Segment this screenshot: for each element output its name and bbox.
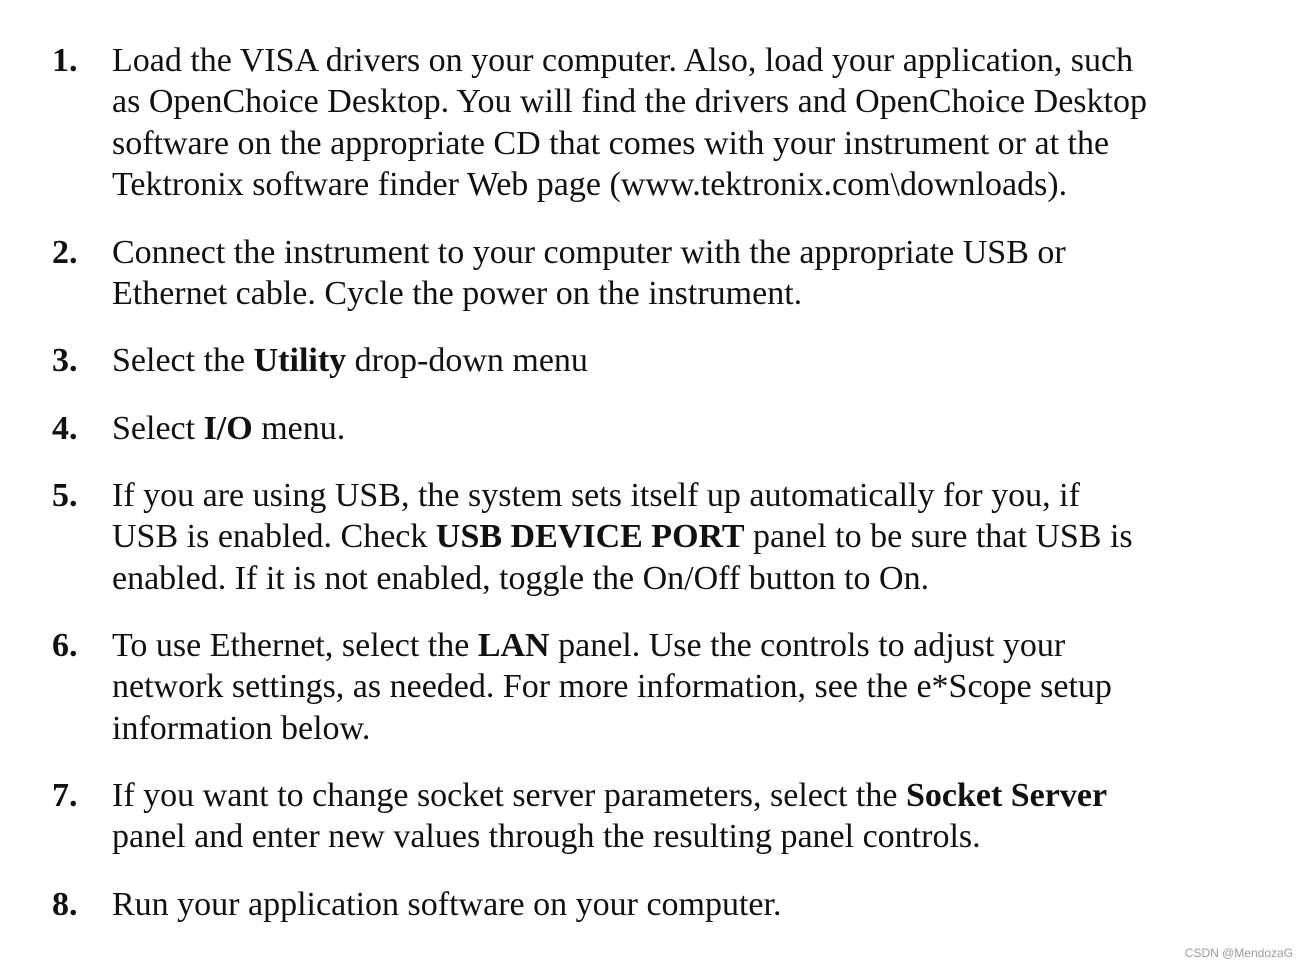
step-line: Ethernet cable. Cycle the power on the instrument. <box>112 275 803 313</box>
step-text <box>112 340 1282 381</box>
menu-name-io: I/O <box>203 410 253 447</box>
step-text-segment: drop-down menu <box>346 342 588 379</box>
step-text <box>112 408 1282 449</box>
step-number: 8. <box>52 886 78 923</box>
step-line: enabled. If it is not enabled, toggle the On/Off button to On. <box>112 559 930 597</box>
step-text-segment: panel. Use the controls to adjust your <box>549 627 1066 664</box>
step-number: 5. <box>52 477 78 514</box>
step-text <box>112 232 1282 315</box>
step-line: Tektronix software finder Web page (www.tektronix.com\downloads). <box>112 165 1068 203</box>
step-text-segment: Select <box>112 410 204 447</box>
step-line: Run your application software on your computer. <box>112 886 782 923</box>
step-line: as OpenChoice Desktop. You will find the drivers and OpenChoice Desktop <box>112 83 1147 121</box>
step-text <box>112 775 1282 858</box>
step-text-segment: menu. <box>252 410 346 447</box>
step-line: If you are using USB, the system sets itself up automatically for you, if <box>112 477 1080 514</box>
step-line: Connect the instrument to your computer with the appropriate USB or <box>112 234 1066 271</box>
step-number: 2. <box>52 234 78 271</box>
step-text <box>112 625 1282 749</box>
step-text-segment: USB is enabled. Check <box>112 518 436 556</box>
step-text-segment: If you want to change socket server parameters, select the <box>112 777 906 814</box>
step-text <box>112 40 1282 205</box>
step-number: 3. <box>52 342 78 379</box>
panel-name-usb-device-port: USB DEVICE PORT <box>435 518 745 556</box>
step-text-segment: panel to be sure that USB is <box>744 518 1133 556</box>
step-line: network settings, as needed. For more information, see the e*Scope setup <box>112 668 1112 706</box>
step-text <box>112 884 1282 925</box>
step-text-segment: To use Ethernet, select the <box>112 627 478 664</box>
watermark-credit: CSDN @MendozaG <box>1184 946 1293 960</box>
step-number: 1. <box>52 42 78 79</box>
step-line: information below. <box>112 709 371 747</box>
step-text <box>112 475 1282 599</box>
step-text-segment: Select the <box>112 342 254 379</box>
menu-name-utility: Utility <box>253 342 347 379</box>
step-line: software on the appropriate CD that comes with your instrument or at the <box>112 124 1110 162</box>
panel-name-socket-server: Socket Server <box>905 777 1108 814</box>
step-number: 7. <box>52 777 78 814</box>
step-number: 6. <box>52 627 78 664</box>
step-line: Load the VISA drivers on your computer. Also, load your application, such <box>112 42 1134 79</box>
panel-name-lan: LAN <box>477 627 550 664</box>
step-line: panel and enter new values through the resulting panel controls. <box>112 818 981 856</box>
step-number: 4. <box>52 410 78 447</box>
